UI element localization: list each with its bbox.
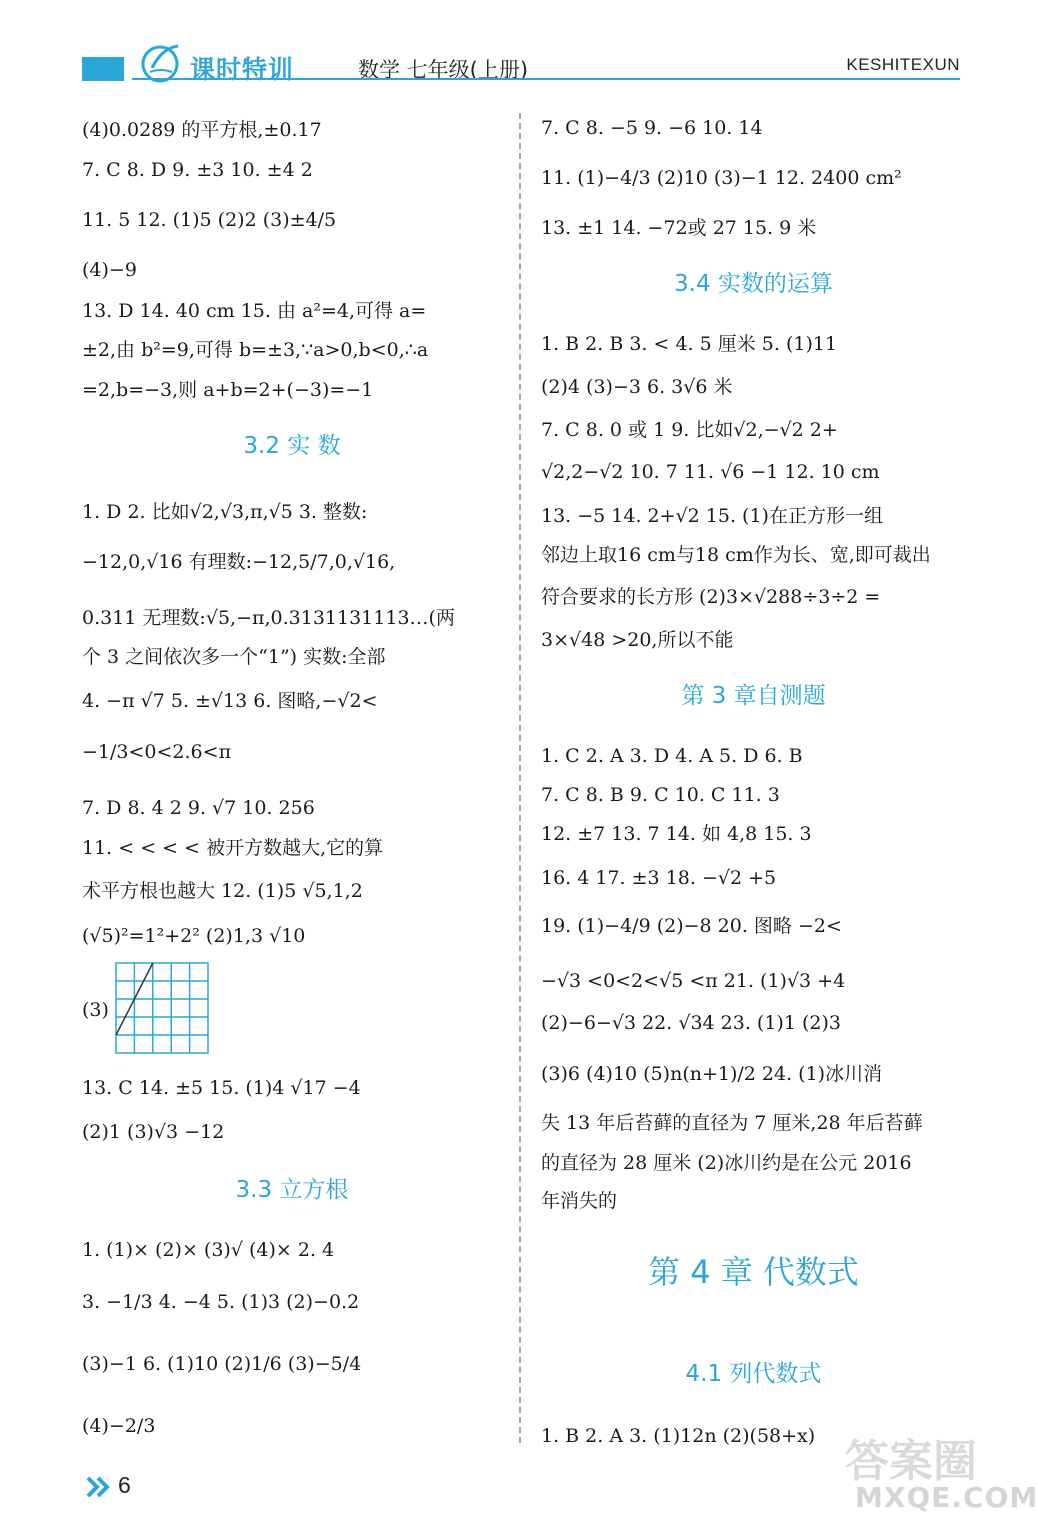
answer-line: 11. (1)−4/3 (2)10 (3)−1 12. 2400 cm² [541, 167, 902, 189]
answer-line: −√3 <0<2<√5 <π 21. (1)√3 +4 [541, 970, 846, 992]
brand-latin: KESHITEXUN [846, 55, 960, 74]
answer-line: 7. C 8. 0 或 1 9. 比如√2,−√2 2+ [541, 419, 838, 441]
answer-line: 3×√48 >20,所以不能 [541, 629, 734, 651]
answer-line: 12. ±7 13. 7 14. 如 4,8 15. 3 [541, 823, 812, 845]
answer-line: −12,0,√16 有理数:−12,5/7,0,√16, [82, 551, 396, 573]
answer-line: 的直径为 28 厘米 (2)冰川约是在公元 2016 [541, 1152, 912, 1174]
answer-line: 0.311 无理数:√5,−π,0.3131131113…(两 [82, 607, 455, 629]
column-divider [519, 113, 521, 1443]
answer-line: 1. (1)× (2)× (3)√ (4)× 2. 4 [82, 1239, 335, 1261]
answer-line: (2)1 (3)√3 −12 [82, 1121, 225, 1143]
answer-line: 个 3 之间依次多一个“1”) 实数:全部 [82, 646, 386, 668]
answer-line: 19. (1)−4/9 (2)−8 20. 图略 −2< [541, 915, 842, 937]
answer-line: 7. D 8. 4 2 9. √7 10. 256 [82, 797, 315, 819]
answer-line: 年消失的 [541, 1190, 618, 1212]
answer-line: 13. ±1 14. −72或 27 15. 9 米 [541, 217, 817, 239]
answer-line: (4)0.0289 的平方根,±0.17 [82, 119, 322, 141]
header-color-block [82, 57, 124, 81]
watermark-logo: 答案圈 [845, 1436, 977, 1487]
answer-line: ±2,由 b²=9,可得 b=±3,∵a>0,b<0,∴a [82, 339, 429, 361]
answer-line: (2)−6−√3 22. √34 23. (1)1 (2)3 [541, 1012, 841, 1034]
answer-line: (4)−9 [82, 259, 137, 281]
answer-line: 符合要求的长方形 (2)3×√288÷3÷2 = [541, 586, 881, 608]
section-title-3-2: 3.2 实 数 [243, 433, 341, 459]
answer-line: 3. −1/3 4. −4 5. (1)3 (2)−0.2 [82, 1291, 360, 1313]
section-title-3-3: 3.3 立方根 [235, 1177, 349, 1203]
answer-line: (3)6 (4)10 (5)n(n+1)/2 24. (1)冰川消 [541, 1063, 883, 1085]
chapter-title: 第 4 章 代数式 [648, 1253, 859, 1291]
answer-line: 1. B 2. A 3. (1)12n (2)(58+x) [541, 1425, 816, 1447]
answer-line: (4)−2/3 [82, 1415, 156, 1437]
answer-line: 13. −5 14. 2+√2 15. (1)在正方形一组 [541, 505, 883, 527]
brand-title: 课时特训 [190, 55, 295, 84]
answer-line: 术平方根也越大 12. (1)5 √5,1,2 [82, 880, 363, 902]
section-title-self-test: 第 3 章自测题 [681, 683, 826, 709]
section-title-3-4: 3.4 实数的运算 [674, 271, 833, 297]
grid-diagram [115, 962, 209, 1054]
answer-line: 1. B 2. B 3. < 4. 5 厘米 5. (1)11 [541, 333, 838, 355]
answer-line: 7. C 8. −5 9. −6 10. 14 [541, 117, 763, 139]
answer-line: 失 13 年后苔藓的直径为 7 厘米,28 年后苔藓 [541, 1112, 923, 1134]
answer-line: 1. D 2. 比如√2,√3,π,√5 3. 整数: [82, 501, 368, 523]
answer-line: 13. D 14. 40 cm 15. 由 a²=4,可得 a= [82, 300, 427, 322]
answer-line: √2,2−√2 10. 7 11. √6 −1 12. 10 cm [541, 461, 880, 483]
answer-line: 7. C 8. D 9. ±3 10. ±4 2 [82, 159, 313, 181]
page-header [0, 0, 1004, 100]
answer-line: 16. 4 17. ±3 18. −√2 +5 [541, 867, 777, 889]
answer-line: =2,b=−3,则 a+b=2+(−3)=−1 [82, 379, 374, 401]
answer-line: 1. C 2. A 3. D 4. A 5. D 6. B [541, 745, 803, 767]
answer-line: 11. 5 12. (1)5 (2)2 (3)±4/5 [82, 209, 337, 231]
answer-line: 11. < < < < 被开方数越大,它的算 [82, 837, 384, 859]
double-chevron-icon [86, 1476, 112, 1498]
answer-line: 4. −π √7 5. ±√13 6. 图略,−√2< [82, 690, 378, 712]
watermark-url: MXQE.COM [855, 1481, 1038, 1514]
answer-line: 邻边上取16 cm与18 cm作为长、宽,即可裁出 [541, 544, 931, 566]
answer-line: (3)−1 6. (1)10 (2)1/6 (3)−5/4 [82, 1353, 362, 1375]
answer-line: (√5)²=1²+2² (2)1,3 √10 [82, 925, 306, 947]
header-rule [132, 78, 960, 80]
answer-line: 13. C 14. ±5 15. (1)4 √17 −4 [82, 1077, 361, 1099]
answer-line: (3) [82, 999, 109, 1021]
page-number: 6 [118, 1472, 131, 1498]
answer-line: (2)4 (3)−3 6. 3√6 米 [541, 376, 733, 398]
answer-line: −1/3<0<2.6<π [82, 741, 232, 763]
answer-line: 7. C 8. B 9. C 10. C 11. 3 [541, 784, 780, 806]
subject-title: 数学 七年级(上册) [358, 58, 529, 82]
section-title-4-1: 4.1 列代数式 [685, 1361, 822, 1387]
